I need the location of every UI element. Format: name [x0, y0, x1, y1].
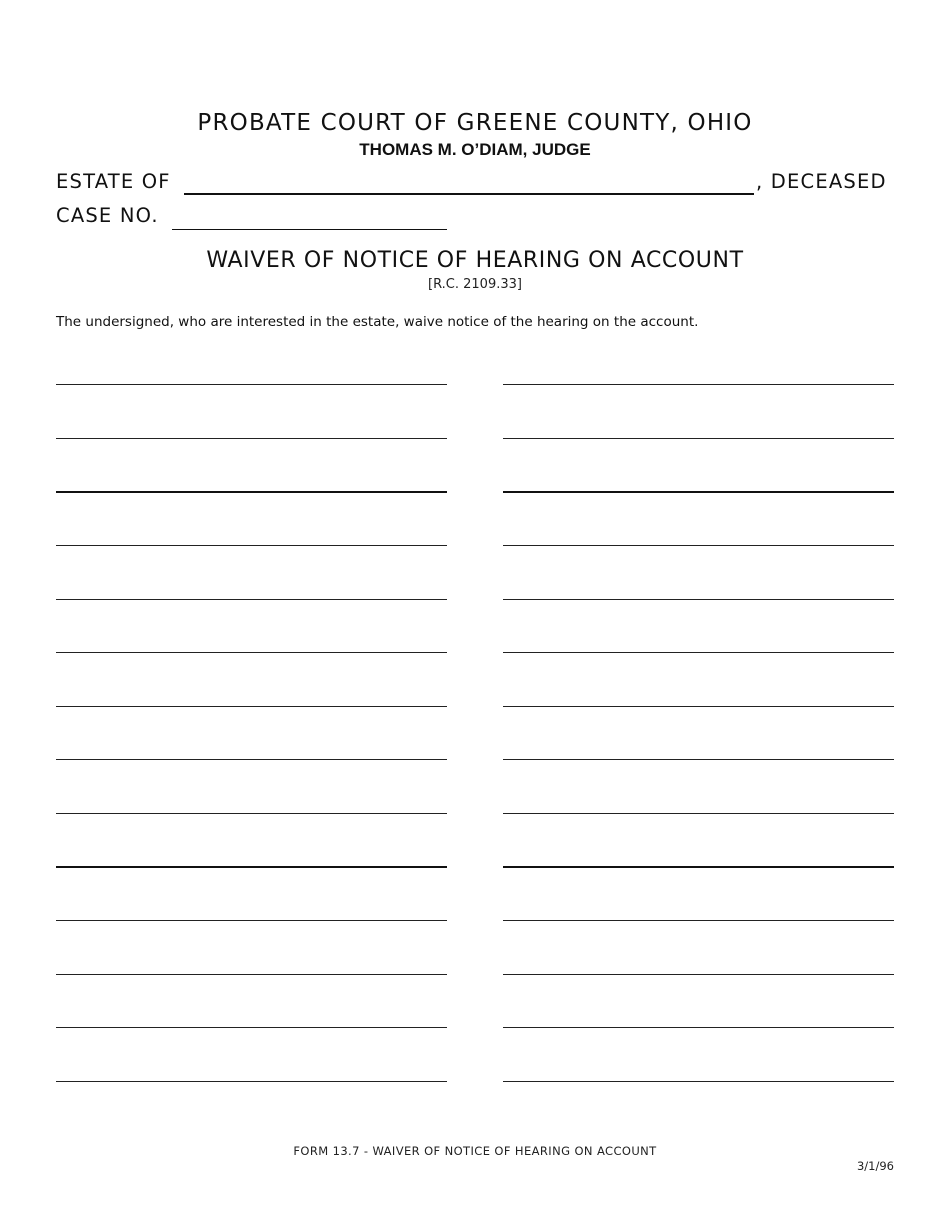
signature-line-left[interactable] [56, 384, 447, 385]
deceased-label: , DECEASED [756, 170, 887, 193]
signature-line-left[interactable] [56, 1027, 447, 1028]
signature-line-left[interactable] [56, 652, 447, 653]
court-title: PROBATE COURT OF GREENE COUNTY, OHIO [197, 110, 753, 136]
signature-line-right[interactable] [503, 706, 894, 707]
signature-line-right[interactable] [503, 974, 894, 975]
signature-line-left[interactable] [56, 759, 447, 760]
signature-line-left[interactable] [56, 491, 447, 493]
signature-line-right[interactable] [503, 813, 894, 814]
signature-line-right[interactable] [503, 920, 894, 921]
signature-line-right[interactable] [503, 1081, 894, 1082]
form-title: WAIVER OF NOTICE OF HEARING ON ACCOUNT [206, 248, 744, 273]
statute-reference: [R.C. 2109.33] [428, 277, 522, 292]
signature-line-right[interactable] [503, 652, 894, 653]
signature-line-left[interactable] [56, 1081, 447, 1082]
waiver-statement: The undersigned, who are interested in the estate, waive notice of the hearing on the account. [56, 314, 699, 330]
signature-line-right[interactable] [503, 599, 894, 600]
judge-name: THOMAS M. O’DIAM, JUDGE [359, 140, 591, 159]
signature-line-left[interactable] [56, 599, 447, 600]
signature-line-left[interactable] [56, 706, 447, 707]
estate-of-label: ESTATE OF [56, 170, 171, 193]
case-number-field[interactable] [172, 229, 447, 230]
signature-line-left[interactable] [56, 438, 447, 439]
revision-date: 3/1/96 [856, 1159, 894, 1173]
signature-line-left[interactable] [56, 866, 447, 868]
signature-line-right[interactable] [503, 438, 894, 439]
signature-line-right[interactable] [503, 866, 894, 868]
signature-line-right[interactable] [503, 491, 894, 493]
signature-line-right[interactable] [503, 1027, 894, 1028]
estate-name-field[interactable] [184, 193, 754, 195]
signature-line-left[interactable] [56, 545, 447, 546]
signature-line-right[interactable] [503, 545, 894, 546]
signature-line-left[interactable] [56, 920, 447, 921]
signature-line-left[interactable] [56, 813, 447, 814]
signature-line-right[interactable] [503, 759, 894, 760]
case-number-label: CASE NO. [56, 204, 159, 227]
form-footer: FORM 13.7 - WAIVER OF NOTICE OF HEARING ON ACCOUNT [293, 1144, 657, 1158]
signature-line-right[interactable] [503, 384, 894, 385]
signature-line-left[interactable] [56, 974, 447, 975]
